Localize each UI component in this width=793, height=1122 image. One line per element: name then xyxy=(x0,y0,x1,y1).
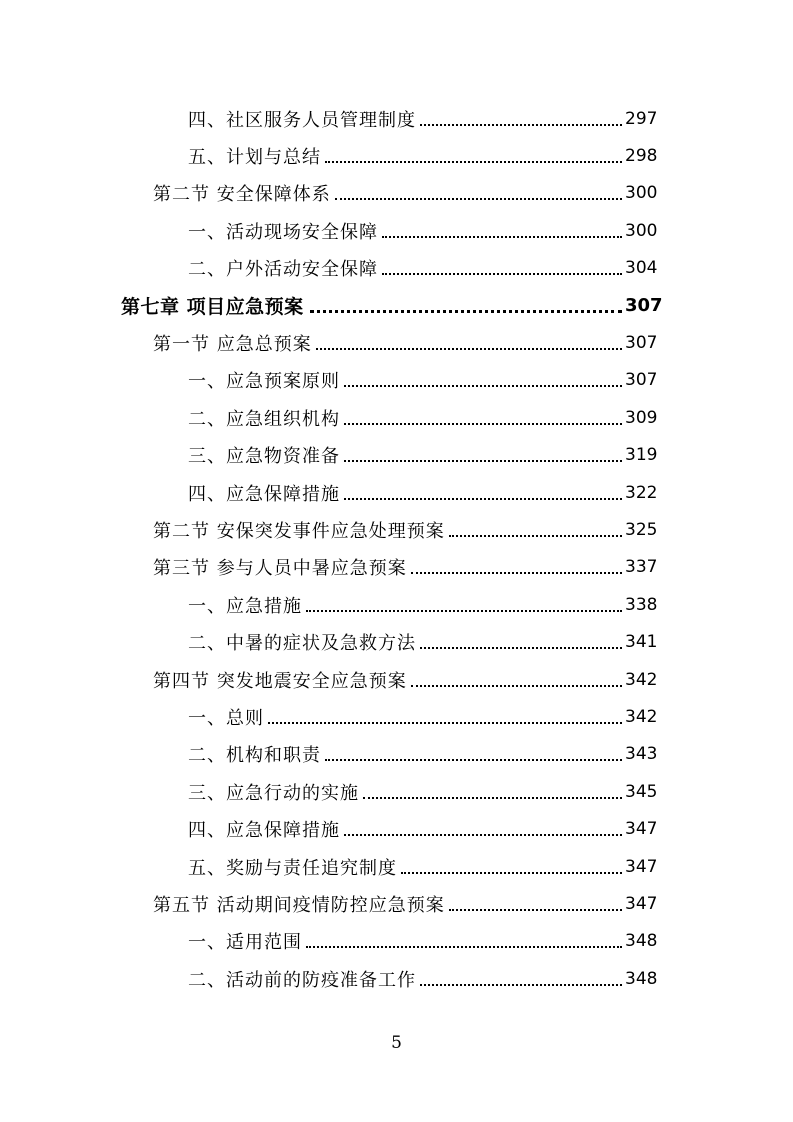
toc-entry-page: 309 xyxy=(625,407,658,428)
toc-entry[interactable] xyxy=(0,810,793,847)
dot-leader xyxy=(449,909,622,911)
toc-entry-title: 五、计划与总结 xyxy=(188,147,321,169)
toc-section-entry[interactable] xyxy=(0,175,793,212)
page-number: 5 xyxy=(391,1033,402,1053)
toc-entry[interactable] xyxy=(0,623,793,660)
toc-entry-title: 五、奖励与责任追究制度 xyxy=(188,857,397,879)
toc-section-entry[interactable] xyxy=(0,511,793,548)
dot-leader xyxy=(420,984,622,986)
dot-leader xyxy=(363,797,622,799)
toc-entry-page: 300 xyxy=(625,183,658,204)
toc-entry-page: 307 xyxy=(625,333,658,354)
dot-leader xyxy=(420,124,622,126)
toc-entry-title: 一、活动现场安全保障 xyxy=(188,221,378,243)
toc-entry-title: 一、应急预案原则 xyxy=(188,371,340,393)
toc-entry[interactable] xyxy=(0,773,793,810)
toc-entry-page: 307 xyxy=(625,295,663,317)
toc-entry[interactable] xyxy=(0,736,793,773)
dot-leader xyxy=(335,198,622,200)
toc-entry-title: 一、应急措施 xyxy=(188,595,302,617)
toc-entry[interactable] xyxy=(0,923,793,960)
toc-entry-title: 三、应急物资准备 xyxy=(188,446,340,468)
dot-leader xyxy=(344,498,622,500)
toc-entry-page: 338 xyxy=(625,594,658,615)
toc-entry-title: 三、应急行动的实施 xyxy=(188,782,359,804)
toc-entry-page: 348 xyxy=(625,931,658,952)
toc-entry-page: 342 xyxy=(625,706,658,727)
toc-entry-title: 四、应急保障措施 xyxy=(188,483,340,505)
toc-entry-title: 第三节 参与人员中暑应急预案 xyxy=(153,558,407,580)
toc-entry-page: 298 xyxy=(625,146,658,167)
toc-entry-page: 325 xyxy=(625,519,658,540)
toc-entry-page: 342 xyxy=(625,669,658,690)
toc-chapter-entry[interactable] xyxy=(0,287,793,324)
toc-entry[interactable] xyxy=(0,437,793,474)
toc-entry[interactable] xyxy=(0,100,793,137)
toc-entry-page: 345 xyxy=(625,781,658,802)
toc-entry-title: 二、中暑的症状及急救方法 xyxy=(188,633,416,655)
toc-entry-title: 四、应急保障措施 xyxy=(188,820,340,842)
dot-leader xyxy=(268,722,622,724)
toc-entry[interactable] xyxy=(0,137,793,174)
toc-entry[interactable] xyxy=(0,960,793,997)
dot-leader xyxy=(401,872,622,874)
toc-entry-page: 347 xyxy=(625,893,658,914)
toc-entry-title: 四、社区服务人员管理制度 xyxy=(188,109,416,131)
dot-leader xyxy=(306,946,622,948)
toc-section-entry[interactable] xyxy=(0,549,793,586)
toc-entry-title: 二、活动前的防疫准备工作 xyxy=(188,969,416,991)
toc-section-entry[interactable] xyxy=(0,885,793,922)
toc-entry-page: 304 xyxy=(625,258,658,279)
toc-entry-title: 第一节 应急总预案 xyxy=(153,334,312,356)
toc-entry-title: 二、户外活动安全保障 xyxy=(188,259,378,281)
toc-entry-title: 第七章 项目应急预案 xyxy=(121,296,304,319)
toc-entry-page: 343 xyxy=(625,744,658,765)
toc-section-entry[interactable] xyxy=(0,661,793,698)
toc-entry[interactable] xyxy=(0,474,793,511)
toc-entry-title: 二、机构和职责 xyxy=(188,745,321,767)
dot-leader xyxy=(382,273,622,275)
dot-leader xyxy=(382,236,622,238)
dot-leader xyxy=(411,685,622,687)
dot-leader xyxy=(420,647,622,649)
toc-entry-title: 一、总则 xyxy=(188,707,264,729)
toc-entry-page: 319 xyxy=(625,445,658,466)
dot-leader xyxy=(325,161,622,163)
toc-entry-page: 337 xyxy=(625,557,658,578)
toc-entry-page: 300 xyxy=(625,220,658,241)
toc-entry[interactable] xyxy=(0,698,793,735)
toc-entry-page: 347 xyxy=(625,856,658,877)
dot-leader xyxy=(411,572,622,574)
toc-entry[interactable] xyxy=(0,362,793,399)
toc-entry[interactable] xyxy=(0,586,793,623)
toc-entry-title: 第二节 安全保障体系 xyxy=(153,184,331,206)
dot-leader xyxy=(344,834,622,836)
dot-leader xyxy=(344,423,622,425)
dot-leader xyxy=(310,310,622,313)
table-of-contents xyxy=(0,100,793,997)
toc-entry-page: 307 xyxy=(625,370,658,391)
toc-entry-page: 341 xyxy=(625,632,658,653)
toc-entry-page: 297 xyxy=(625,108,658,129)
dot-leader xyxy=(449,535,622,537)
toc-entry-title: 第二节 安保突发事件应急处理预案 xyxy=(153,520,445,542)
toc-entry-title: 第四节 突发地震安全应急预案 xyxy=(153,670,407,692)
toc-entry-page: 348 xyxy=(625,968,658,989)
dot-leader xyxy=(306,610,622,612)
dot-leader xyxy=(316,348,622,350)
toc-entry[interactable] xyxy=(0,250,793,287)
dot-leader xyxy=(344,385,622,387)
toc-entry[interactable] xyxy=(0,399,793,436)
toc-entry-title: 第五节 活动期间疫情防控应急预案 xyxy=(153,894,445,916)
toc-entry[interactable] xyxy=(0,848,793,885)
toc-entry-page: 322 xyxy=(625,482,658,503)
toc-entry-title: 二、应急组织机构 xyxy=(188,408,340,430)
toc-entry[interactable] xyxy=(0,212,793,249)
toc-entry-title: 一、适用范围 xyxy=(188,932,302,954)
toc-section-entry[interactable] xyxy=(0,324,793,361)
dot-leader xyxy=(325,759,622,761)
toc-entry-page: 347 xyxy=(625,819,658,840)
dot-leader xyxy=(344,460,622,462)
